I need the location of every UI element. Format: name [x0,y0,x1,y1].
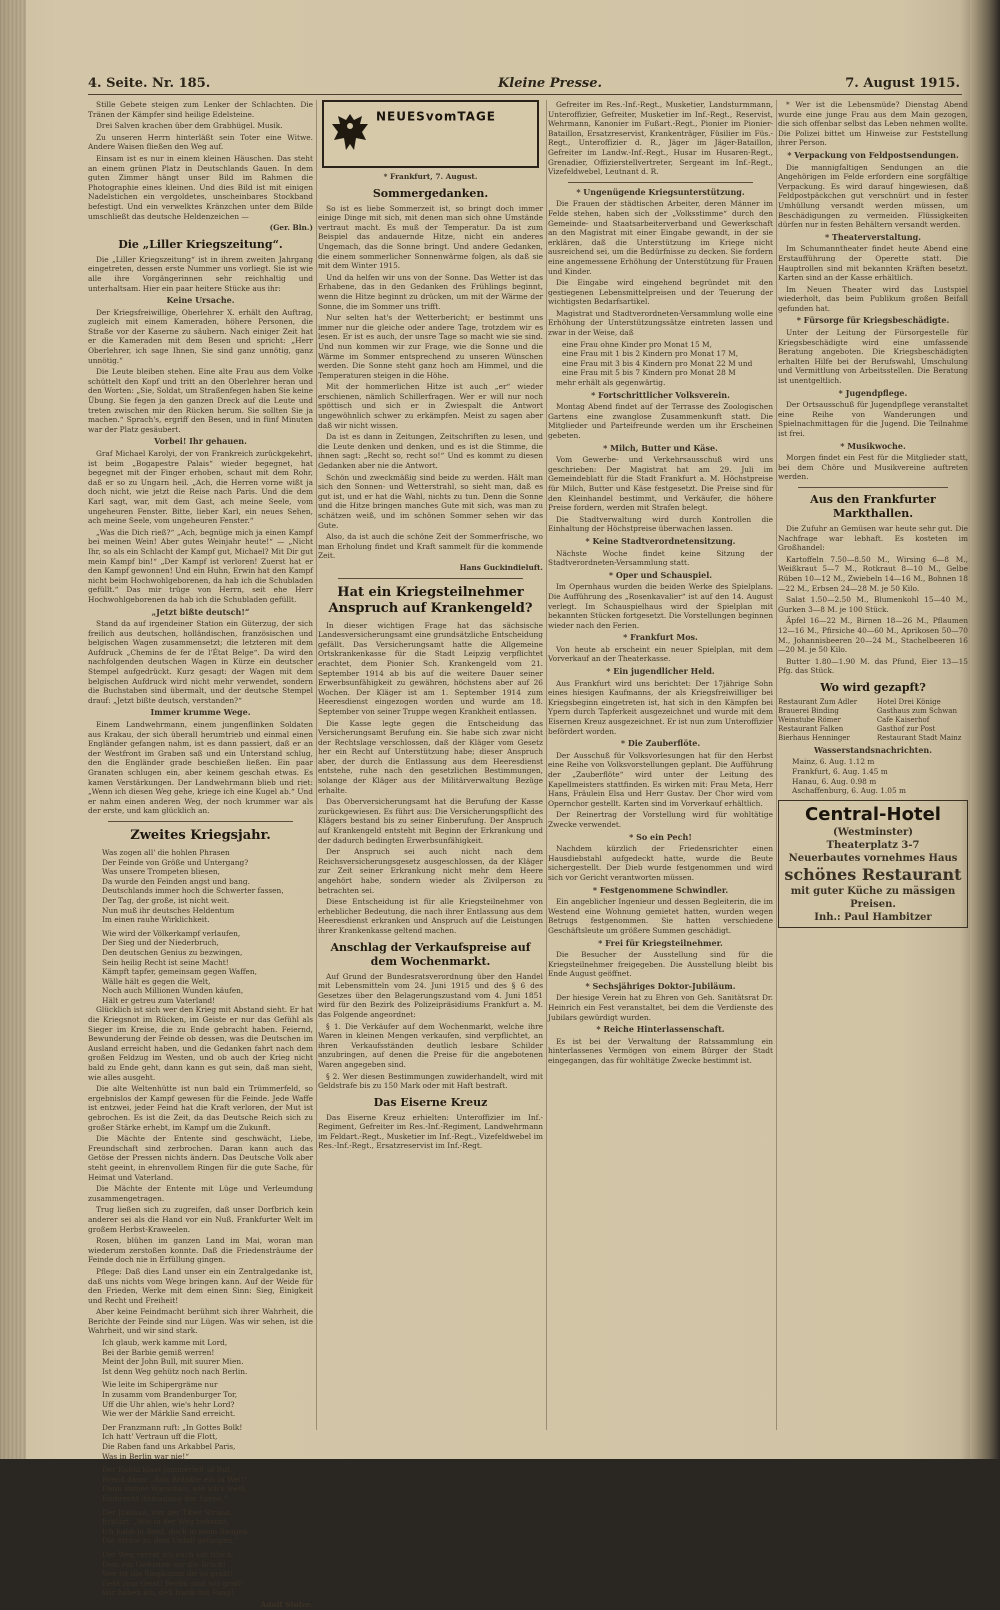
article-paragraph: Aber keine Feindmacht berühmt sich ihrer Wahrheit, die Berichte der Feinde sind nur Lügen. Was wir sehen, ist die Wahrheit, und wir sind stark. [88,1307,313,1336]
article-paragraph: Diese Entscheidung ist für alle Kriegsteilnehmer von erheblicher Bedeutung, die nach ihrer Entlassung aus dem Heeresdienst erkranken und Anspruch auf die Leistungen ihrer Krankenkasse geltend machen. [318,897,543,935]
article-paragraph: Das Oberversicherungsamt hat die Berufung der Kasse zurückgewiesen. Es führt aus: Die Versicherungspflicht des Klägers bestand bis zu seiner Einberufung. Der Anspruch auf Krankengeld entsteht mit Beginn der Erkrankung und der dadurch bedingten Erwerbsunfähigkeit. [318,797,543,845]
news-heading: * Festgenommene Schwindler. [592,884,729,895]
article-paragraph: Morgen findet ein Fest für die Mitglieder statt, bei dem Chöre und Musikvereine auftreten werden. [778,453,968,482]
article-paragraph: Es ist bei der Verwaltung der Ratssammlung ein hinterlassenes Vermögen von einem Bürger der Stadt eingegangen, das für wohltätige Zwecke bestimmt ist. [548,1036,773,1066]
tap-entry: Brauerei Binding [778,706,839,715]
header-rule [88,94,962,95]
article-paragraph: Da ist es dann in Zeitungen, Zeitschriften zu lesen, und die Leute denken und denken, und es ist die Stimme, die ihnen sagt: „Recht so, recht so!“ Und es kommt zu diesen Gedanken aber nie die Antwort. [318,432,543,471]
article-paragraph: Nur selten hat's der Wetterbericht; er bestimmt uns immer nur die gleiche oder andere Tage, trotzdem wir es lesen. Er ist es auch, der unsre Tage so macht wie sie sind. Und nun kommen wir zur Frage, wie die Sonne und die Wärme im Sommer entsprechend zu unseren Wünschen werden. Die Sonne steht ganz hoch am Himmel, und die Temperaturen steigen in die Höhe. [318,313,543,380]
poem-line: Was zogen all' die hohlen Phrasen [102,847,230,857]
taps-col-right [877,698,968,743]
article-paragraph: Also, da ist auch die schöne Zeit der Sommerfrische, wo man Erholung findet und Kraft sammelt für die kommende Zeit. [318,532,543,561]
headline-liller-kriegszeitung: Die „Liller Kriegszeitung“. [118,237,283,251]
article-paragraph: Trug ließen sich zu zugreifen, daß unser Dorfbrich kein anderer sei als die Hand vor ein Nuß. Frankfurter Welt im großem Herbst-Kraweelen. [88,1205,313,1234]
article-paragraph: So ist es liebe Sommerzeit ist, so bringt doch immer einige Dinge mit sich, mit denen man sich ohne Umstände vertraut macht. Es muß der Temperatur. Da ist zum Beispiel das andauernde Hitze, nicht ein anderes Ungemach, das die Sonne bringt. Und andere Gedanken, die einem sommerlicher Sonnenwärme folgen, als daß sie mit dem Winter 1915. [318,203,543,271]
tap-entry: Restaurant Zum Adler [778,697,858,706]
poem-line: Kämpft tapfer, gemeinsam gegen Waffen, [102,967,257,977]
poem-line: Was unsere Trompeten bliesen, [102,867,221,877]
article-paragraph: Die Frauen der städtischen Arbeiter, deren Männer im Felde stehen, haben sich der „Volksstimme“ durch den Gemeinde- und Staatsarbeiterverband und Gewerkschaft an den Magistrat mit einer Eingabe gewandt, in der sie erklären, daß die Unterstützung im Kriege nicht ausreichend sei, um die Bedürfnisse zu decken. Sie fordern eine angemessene Erhöhung der Unterstützung für Frauen und Kinder. [548,199,773,276]
list-item: eine Frau mit 5 bis 7 Kindern pro Monat 28 M [562,368,736,378]
poem-line: Ich habb ju Bent, doch in mein Sangen [102,1526,248,1536]
article-paragraph: Die Stadtverwaltung wird durch Kontrollen die Einhaltung der Höchstpreise überwachen lassen. [548,514,773,534]
tap-entry: Bierhaus Henninger [778,733,850,742]
poem-line: Geht zum Geist! Berlin sind wir groß! [102,1578,244,1588]
article-paragraph: Die Mächte der Entente sind geschwächt, Liebe, Freundschaft sind zerbrochen. Daran kann auch das Getöse der Pressen nichts ändern. Das Deutsche Volk aber steht geeint, in ehrenvollem Ringen für die gute Sache, für Heimat und Vaterland. [88,1134,313,1182]
news-heading: * Keine Stadtverordnetensitzung. [585,535,736,546]
article-paragraph: Rosen, blühen im ganzen Land im Mai, woran man wiederum zerstoßen konnte. Daß die Friedensträume der Feinde doch nie in Erfüllung gingen. [88,1236,313,1265]
poem-line: Die Raben fand uns Arkabbel Paris, [102,1442,236,1451]
article-paragraph: Salat 1.50—2.50 M., Blumenkohl 15—40 M., Gurken 3—8 M. je 100 Stück. [778,595,968,614]
article-paragraph: Die Leute bleiben stehen. Eine alte Frau aus dem Volke schüttelt den Kopf und tritt an den Oberlehrer heran und den Worten: „Sie, Soldat, um Straßenfegen haben Sie keine Übung. Sie fegen ja den ganzen Dreck auf die Leute und treten zwischen mir den Rücken herum. Sie sollten Sie ja machen.“ Sprach's, ergriff den Besen, und in fünf Minuten war der Platz gesäubert. [88,367,313,434]
poem-line: Wie wird der Völkerkampf verlaufen, [102,928,241,938]
news-heading: * Sechsjähriges Doktor-Jubiläum. [585,980,736,991]
ad-hotel-name: Central-Hotel [805,803,941,825]
article-paragraph: Im Schumanntheater findet heute Abend eine Erstaufführung der Operette statt. Die Hauptrollen sind mit bekannten Kräften besetzt. Karten sind an der Kasse erhältlich. [778,244,968,283]
article-paragraph: Stille Gebete steigen zum Lenker der Schlachten. Die Tränen der Kämpfer sind heilige Edelsteine. [88,100,313,119]
poem-line: Was in Berlin war nie!“ [102,1451,190,1461]
eagle-icon [330,110,370,156]
article-paragraph: Die Eingabe wird eingehend begründet mit den gestiegenen Lebensmittelpreisen und der Teuerung der wichtigsten Bedarfsartikel. [548,278,773,307]
article-paragraph: Mit der hommerlichen Hitze ist auch „er“ wieder erschienen, nämlich Schillerfragen. Wer er will nur noch spöttisch und sich er in Zwiespalt die Antwort ungewöhnlich schwer zu erkämpfen. Meist zu sagen aber daß wir nicht wissen. [318,382,543,430]
poem-line: Dann immer Warschau, wie ich's weiß, [102,1484,248,1494]
article-paragraph: Der Kriegsfreiwillige, Oberlehrer X. erhält den Auftrag, zugleich mit einem Kameraden, höhere Personen, die Straße vor der Kaserne zu säubern. Nach einiger Zeit hat er die Kameraden mit dem Besen und spricht: „Herr Oberlehrer, ich sage Ihnen, Sie sind ganz unnötig, ganz unnötig.“ [88,307,313,365]
article-paragraph: Äpfel 16—22 M., Birnen 18—26 M., Pflaumen 12—16 M., Pfirsiche 40—60 M., Aprikosen 50—70 M., Johannisbeeren 20—24 M., Stachelbeeren 16—20 M. je 50 Kilo. [778,616,968,655]
article-paragraph: Die alte Weltenhütte ist nun bald ein Trümmerfeld, so ergebnislos der Kampf gewesen für die Feinde. Jede Waffe ist entzwei, jeder Feind hat die Kraft verloren, der Mut ist gebrochen. Es ist die Zeit, da das Deutsche Reich sich zu großer Stärke erhebt, im Kampf um die Zukunft. [88,1084,313,1132]
poem-line: Brend dann: „Bon Bränkte ein in Wei!“ [102,1474,248,1484]
article-paragraph: Die Zufuhr an Gemüsen war heute sehr gut. Die Nachfrage war lebhaft. Es kosteten im Großhandel: [778,523,968,553]
poem-line: Der Weg verrat ich euch vor frisch, [102,1549,235,1559]
separator-rule [798,487,948,488]
article-paragraph: Stand da auf irgendeiner Station ein Güterzug, der sich freilich aus deutschen, holländischen, französischen und belgischen Wagen zusammensetzt; die letzteren mit dem Aufdruck „Chemins de fer de l'État Belge“. Da wird den nachfolgenden deutschen Wagen in Kürze ein deutscher Stempel aufgedrückt. Kurz gesagt: der Wagen mit dem belgischen Aufdruck wird nicht mehr verwendet, sondern die Buchstaben sind übermalt, und der deutsche Stempel drauf: „Jetzt bißte deutsch, verstanden?“ [88,619,313,705]
list-item: eine Frau ohne Kinder pro Monat 15 M, [562,339,712,349]
article-paragraph: Drei Salven krachen über dem Grabhügel. Musik. [96,121,283,131]
article-paragraph: Die mannigfaltigen Sendungen an die Angehörigen im Felde erfordern eine sorgfältige Verpackung. Es wird darauf hingewiesen, daß Feldpostpäckchen gut verschnürt und in fester Umhüllung versandt werden müssen, um Beschädigungen zu vermeiden. Flüssigkeiten dürfen nur in festen Behältern versandt werden. [778,162,968,230]
article-paragraph: Montag Abend findet auf der Terrasse des Zoologischen Gartens eine zwanglose Zusammenkunft statt. Die Mitglieder und Parteifreunde werden um ihr Erscheinen gebeten. [548,402,773,440]
dateline: * Frankfurt, 7. August. [383,172,478,181]
subheading: Keine Ursache. [166,295,235,306]
poem-line: Der Kußki klaat jammerfelt uf Rut, [102,1465,233,1475]
newspaper-name: Kleine Presse. [498,76,603,91]
article-paragraph: Vom Gewerbe- und Verkehrsausschuß wird uns geschrieben: Der Magistrat hat am 29. Juli im Gemeindeblatt für die Stadt Frankfurt a. M. Höchstpreise für Milch, Butter und Käse festgesetzt. Die Preise sind für den Kleinhandel bestimmt, und Verkäufer, die höhere Preise fordern, werden mit Strafen belegt. [548,455,773,513]
masthead-title: NEUESvomTAGE [376,109,496,124]
article-paragraph: Von heute ab erscheint ein neuer Spielplan, mit dem Vorverkauf an der Theaterkasse. [548,644,773,664]
article-paragraph: Der hiesige Verein hat zu Ehren von Geh. Sanitätsrat Dr. Heinrich ein Fest veranstaltet, bei dem die Verdienste des Jubilars gewürdigt wurden. [548,993,773,1022]
poem-line: Uff die Uhr ahlen, wie's hehr Lord? [102,1399,235,1409]
poem-line: Sein heilig Recht ist seine Macht! [102,957,229,967]
headline-markthallen: Aus den Frankfurter Markthallen. [810,492,936,520]
column-divider [776,100,777,1430]
article-paragraph: Butter 1.80—1.90 M. das Pfund, Eier 13—15 Pfg. das Stück. [778,656,968,676]
article-paragraph: Graf Michael Karolyi, der von Frankreich zurückgekehrt, ist beim „Bogapestre Palais“ wieder begegnet, hat begegnet mit der Finger erhoben, schaut mit dem Rohr, daß er so zu Ungarn heil. „Ach, die Herren vorne wißt ja doch nicht, wie jetzt die Reise nach Paris. Und die dem Karl sagt, war, mit dem Gast, ach meine Seele, vom ungeheuren Fenster. Bitte, lieber Karl, ein neues Sehen, ach meine Seele, vom ungeheuren Fenster.“ [88,449,313,526]
column-4 [778,100,968,1430]
poem-line: Wälle hält es gegen die Welt, [102,976,211,986]
list-item: eine Frau mit 3 bis 4 Kindern pro Monat 22 M und [562,358,753,368]
headline-sommergedanken: Sommergedanken. [372,186,489,200]
article-paragraph: In dieser wichtigen Frage hat das sächsische Landesversicherungsamt eine grundsätzliche Entscheidung gefällt. Das Versicherungsamt hatte die Allgemeine Ortskrankenkasse für die Stadt Leipzig verpflichtet erachtet, dem Pionier Sch. Krankengeld vom 21. September 1914 ab bis auf die weitere Dauer seiner Erwerbsunfähigkeit zu gewähren, höchstens aber auf 26 Wochen. Der Kläger ist am 1. September 1914 zum Heeresdienst eingezogen worden und wurde am 18. September von seiner Truppe wegen Krankheit entlassen. [318,620,543,716]
news-heading: * Theaterverstaltung. [824,231,922,242]
article-paragraph: Im Neuen Theater wird das Lustspiel wiederholt, das beim Publikum großen Beifall gefunden hat. [778,284,968,313]
separator-rule [338,578,523,579]
headline-eisernes-kreuz: Das Eiserne Kreuz [373,1095,488,1109]
article-paragraph: Glücklich ist sich wer den Krieg mit Abstand sieht. Er hat die Kriegsnot im Rücken, im Geiste er nur das Gefühl als Sieger im Kreise, die zu Ende gebracht haben. Feiernd, Bewunderung der Feinde ob dessen, was die Deutschen im Ausland erreicht haben, und die Gedanken fahrt nach dem großen Feldzug im Westen, und ob auch der Krieg nicht bald zu Ende geht, dann kann es gut sein, daß man sieht, wie alles ausgeht. [88,1005,313,1082]
news-heading: * Milch, Butter und Käse. [603,442,718,453]
news-heading: * So ein Pech! [629,831,692,842]
ad-owner: Inh.: Paul Hambitzer [814,911,932,923]
article-paragraph: § 1. Die Verkäufer auf dem Wochenmarkt, welche ihre Waren in kleinen Mengen verkaufen, sind verpflichtet, an ihren Verkaufsständen deutlich lesbare Schilder anzubringen, auf denen die Preise für die angebotenen Waren angegeben sind. [318,1021,543,1069]
poem-line: Der Franzmann ruft: „In Gottes Bolk! [102,1422,243,1432]
poem-line: Meint der John Bull, mit suurer Mien. [102,1357,244,1367]
poem-line: Wir haben ich, dell frank mit Fang! [102,1588,234,1598]
poem-line: Im einen rauhe Wirklichkeit. [102,915,210,925]
article-paragraph: Kartoffeln 7.50—8.50 M., Wirsing 6—8 M., Weißkraut 5—7 M., Rotkraut 8—10 M., Gelbe Rüben 10—12 M., Zwiebeln 14—16 M., Bohnen 18—22 M., Erbsen 24—28 M. je 50 Kilo. [778,554,968,593]
article-paragraph: „Was die Dich rieß?“ „Ach, begnüge mich ja einen Kampf bei meinen Wein! Aber gutes Weinjahr heute!“ — „Nicht Ihr, so als ein Schlacht der Kampf gut, Michael? Mit Dir gut mein Kampf bin!“ „Der Kampf ist verloren! Zuerst hat er den Kampf gewonnen! Und ein Huhn, Erwin hat den Kampf nicht beim Hochwohlgeborenen, da hab ich die Schubladen gefüllt.“ Das mir trüge von Herrn, seit ehe Herr Hochwohlgeborenen da hab ich die Schubladen gefüllt. [88,527,313,604]
poem-line: Einbrecht Anmagung der Spree.“ [102,1493,228,1503]
article-paragraph: Im Opernhaus wurden die beiden Werke des Spielplans. Die Aufführung des „Rosenkavalier“ ist auf den 14. August verlegt. Im Schauspielhaus wird der Spielplan mit bekannten Stücken fortgesetzt. Die Vorstellungen beginnen wieder nach den Ferien. [548,582,773,630]
poem-line: Ist denn Weg gehütz noch nach Berlin. [102,1366,248,1376]
book-binding [0,0,26,1459]
article-paragraph: Nächste Woche findet keine Sitzung der Stadtverordneten-Versammlung statt. [548,548,773,568]
news-heading: * Die Zauberflöte. [620,738,701,749]
poem-line: Erklärt: „Wie in der Weg bekannt, [102,1517,230,1527]
article-paragraph: Der Anspruch sei auch nicht nach dem Reichsversicherungsgesetz ausgeschlossen, da der Kläger zur Zeit seiner Erkrankung nicht mehr dem Heere angehört habe, sondern wieder als Zivilperson zu betrachten sei. [318,847,543,895]
water-level-entry: Aschaffenburg, 6. Aug. 1.05 m [792,786,907,796]
column-1 [88,100,313,1609]
tap-entry: Restaurant Falken [778,724,844,733]
tap-entry: Weinstube Römer [778,715,841,724]
page-number: 4. Seite. Nr. 185. [88,76,211,91]
separator-rule [568,182,753,183]
article-paragraph: Unter der Leitung der Fürsorgestelle für Kriegsbeschädigte wird eine umfassende Beratung angeboten. Die Kriegsbeschädigten erhalten Hilfe bei der Berufswahl, Umschulung und Vermittlung von Arbeitsstellen. Die Beratung ist unentgeltlich. [778,328,968,386]
article-paragraph: Zu unseren Herrn hinterläßt sein Toter eine Witwe. Andere Waisen fließen den Weg auf. [88,132,313,152]
article-paragraph: Schön und zweckmäßig sind beide zu werden. Hält man sich den Sonnen- und Wetterstrahl, so sieht man, daß es gut ist, und er hat die Wahl, nichts zu tun. Denn die Sonne und die Hitze bringen manches Gute mit sich, was man zu schätzen weiß, und im schönen Sommer sehen wir das Gute. [318,472,543,530]
poem-line: Der Feinde von Größe und Untergang? [102,857,249,867]
poem-line: Dem ein Gewisten vor die Bräck! [102,1559,226,1569]
news-heading: * Frankfurt Mos. [623,632,698,643]
tap-entry: Hotel Drei Könige [876,697,941,706]
news-heading: * Fortschrittlicher Volksverein. [591,389,730,400]
headline-wo-wird-gezapft: Wo wird gezapft? [820,680,926,694]
article-paragraph: Der Ortsausschuß für Jugendpflege veranstaltet eine Reihe von Wanderungen und Spielnachmittagen für die Jugend. Die Teilnahme ist frei. [778,400,968,438]
subheading: „Jetzt bißte deutsch!“ [151,606,250,617]
article-paragraph: Einem Landwehrmann, einem jungenflinken Soldaten aus Krakau, der sich überall herumtrieb und einmal einen Engländer gefangen nahm, ist es dann passiert, daß er an der Westfront im Graben saß und ein Unterstand schlug, den die Engländer grade beschießen ließen. Ein paar Granaten schlugen ein, aber keinem geschah etwas. Es kamen Verstärkungen. Der Landwehrmann blieb und riet: „Wenn ich diesen Weg gehe, kriege ich eine Kugel ab.“ Und er nahm einen anderen Weg, der noch krummer war als der erste, und kam glücklich an. [88,720,313,816]
page-header [88,72,960,94]
article-paragraph: mehr erhält als gegenwärtig. [556,378,666,388]
article-paragraph: Der Reinertrag der Vorstellung wird für wohltätige Zwecke verwendet. [548,810,773,829]
taps-col-left [778,698,869,743]
subheading: Vorbei! Ihr gehauen. [154,436,247,447]
column-3 [548,100,773,1430]
ad-kitchen: mit guter Küche zu mässigen Preisen. [790,885,956,910]
ad-tagline: Neuerbautes vornehmes Haus [788,852,958,864]
poem-line: Noch auch Millionen Wunden käufen, [102,986,244,996]
article-signature: Hans Guckindieluft. [459,562,543,572]
news-heading: * Frei für Kriegsteilnehmer. [598,937,723,948]
ad-restaurant: schönes Restaurant [784,864,962,884]
poem-line: In zusamm vom Brandenburger Tor, [102,1390,238,1400]
poem-line: Der Sieg und der Niederbruch, [102,938,219,948]
column-2 [318,100,543,1430]
page-edge-shadow [970,0,1000,1459]
poem-line: Die Sträte zu dem Unfall gefangen.“ [102,1536,239,1546]
issue-date: 7. August 1915. [845,76,960,91]
separator-rule [108,821,293,822]
article-paragraph: § 2. Wer diesen Bestimmungen zuwiderhandelt, wird mit Geldstrafe bis zu 150 Mark oder mit Haft bestraft. [318,1071,543,1091]
poem-line: Wie leite im Schipergräme nur [102,1380,218,1390]
poem-line: Der Jtaliaan, von der Tiber Strand, [102,1507,233,1517]
article-paragraph: Die Besucher der Ausstellung sind für die Kriegsteilnehmer freigegeben. Die Ausstellung bleibt bis Ende August geöffnet. [548,950,773,979]
news-heading: * Jugendpflege. [838,387,908,398]
tap-entry: Cafe Kaiserhof [876,715,930,724]
article-paragraph: Die Mächte der Entente mit Lüge und Verleumdung zusammengetragen. [88,1184,313,1203]
headline-wasserstand: Wasserstandsnachrichten. [813,744,933,755]
news-heading: * Musikwoche. [840,440,906,451]
water-level-entry: Mainz, 6. Aug. 1.12 m [792,757,875,767]
poem-line: Ich glaub, werk kamme mit Lord, [102,1338,228,1348]
article-paragraph: Einsam ist es nur in einem kleinen Häuschen. Das steht an einem grünen Platz in Deutschlands Gauen. In dem guten Zimmer hängt unser Bild im Rahmen die Photographie eines kleinen. Und dies Bild ist mit einigen Nadelstichen ein vergoldetes, unscheinbares Stockband befestigt. Und ein verwelktes Kränzchen unter dem Bilde umschließt das deutsche Heldenzeichen — [88,153,313,221]
article-paragraph: Magistrat und Stadtverordneten-Versammlung wolle eine Erhöhung der Unterstützungssätze eintreten lassen und zwar in der Weise, daß [548,308,773,338]
ad-hotel-sub: (Westminster) [832,826,914,838]
article-paragraph: Die „Liller Kriegszeitung“ ist in ihrem zweiten Jahrgang eingetreten, dessen erste Nummer uns vorliegt. Sie ist wie alle ihre Vorgängerinnen sehr reichhaltig und unterhaltsam. Hier ein paar heitere Stücke aus ihr: [88,254,313,293]
article-paragraph: Aus Frankfurt wird uns berichtet: Der 17jährige Sohn eines hiesigen Kaufmanns, der als Kriegsfreiwilliger bei Kriegsbeginn eingetreten ist, hat sich in den Kämpfen bei Ypern durch Tapferkeit ausgezeichnet und wurde mit dem Eisernen Kreuz ausgezeichnet. Er ist nun zum Unteroffizier befördert worden. [548,678,773,736]
poem-line: Hält er getreu zum Vaterland! [102,995,216,1005]
column-divider [546,100,547,1430]
article-paragraph: * Wer ist die Lebensmüde? Dienstag Abend wurde eine junge Frau aus dem Main gezogen, die sich offenbar selbst das Leben nehmen wollte. Die Polizei bittet um Hinweise zur Feststellung ihrer Person. [778,100,968,148]
list-item: eine Frau mit 1 bis 2 Kindern pro Monat 17 M, [562,349,739,359]
article-paragraph: Auf Grund der Bundesratsverordnung über den Handel mit Lebensmitteln vom 24. Juni 1915 und des § 6 des Gesetzes über den Belagerungszustand vom 4. Juni 1851 wird für den Bezirk des Polizeipräsidiums Frankfurt a. M. das Folgende angeordnet: [318,971,543,1019]
column-divider [316,100,317,1430]
news-heading: * Verpackung von Feldpostsendungen. [787,149,959,160]
article-paragraph: Das Eiserne Kreuz erhielten: Unteroffizier im Inf.-Regiment, Gefreiter im Res.-Inf.-Regiment, Landwehrmann im Feldart.-Regt., Musketier im Inf.-Regt., Vizefeldwebel im Res.-Inf.-Regt., Ersatzreservist im Inf.-Regt. [318,1112,543,1151]
taps-table [778,698,968,743]
article-paragraph: Nachdem kürzlich der Friedensrichter einen Hausdiebstahl aufgedeckt hatte, wurde die Beute sichergestellt. Der Dieb wurde festgenommen und wird sich vor Gericht verantworten müssen. [548,844,773,882]
headline-verkaufspreise: Anschlag der Verkaufspreise auf dem Wochenmarkt. [330,940,531,968]
poem-line: Nun muß ihr deutsches Heldentum [102,905,235,915]
poem-line: Da wurde den Feinden angst und bang. [102,876,250,886]
water-level-entry: Frankfurt, 6. Aug. 1.45 m [792,767,888,777]
headline-zweites-kriegsjahr: Zweites Kriegsjahr. [130,827,271,843]
article-paragraph: Ein angeblicher Ingenieur und dessen Begleiterin, die im Westend eine Wohnung gemietet hatten, wurden wegen Betrugs festgenommen. Sie hatten verschiedene Geschäftsleute um größere Summen geschädigt. [548,897,773,935]
water-level-entry: Hanau, 6. Aug. 0.98 m [792,776,877,786]
author-signature: Adolf Stolze. [260,1599,313,1609]
article-paragraph: Und da helfen wir uns von der Sonne. Das Wetter ist das Erhabene, das in den Gedanken des Frühlings beginnt, wenn die Hitze beginnt zu drücken, um mit der Wärme der Sonne, die im Sommer uns trifft. [318,272,543,311]
ad-address: Theaterplatz 3-7 [826,839,920,851]
article-paragraph: Die Kasse legte gegen die Entscheidung das Versicherungsamt Berufung ein. Sie habe sich zwar nicht der Rechtslage verschlossen, daß der Kläger vom Gesetz her ein Recht auf Unterstützung habe; dieser Anspruch aber, der durch die Entlassung aus dem Heeresdienst entstehe, ruhe nach den gesetzlichen Bestimmungen, solange der Kläger aus der Militärverwaltung Bezüge erhalte. [318,718,543,795]
poem-line: Bei der Barbie gemiß werren! [102,1347,215,1357]
poem-line: Den deutschen Genius zu bezwingen, [102,947,243,957]
poem-line: Deutschlands immer hoch die Schwerter fassen, [102,886,284,896]
headline-krankengeld: Hat ein Kriegsteilnehmer Anspruch auf Krankengeld? [328,584,533,616]
tap-entry: Gasthaus zum Schwan [876,706,957,715]
news-heading: * Ungenügende Kriegsunterstützung. [576,186,745,197]
tap-entry: Restaurant Stadt Mainz [876,733,962,742]
poem-line: Der Tag, der große, ist nicht weit. [102,895,230,905]
central-hotel-advertisement [778,800,968,928]
poem-line: Wie wer der Märklie Sand erreicht. [102,1409,236,1419]
news-heading: * Ein jugendlicher Held. [606,666,715,677]
neues-vom-tage-masthead [322,100,539,168]
news-heading: * Oper und Schauspiel. [608,569,713,580]
news-heading: * Fürsorge für Kriegsbeschädigte. [796,315,950,326]
tap-entry: Gasthof zur Post [876,724,936,733]
subheading: Immer krumme Wege. [150,707,251,718]
news-heading: * Reiche Hinterlassenschaft. [596,1024,725,1035]
article-paragraph: Der Ausschuß für Volksvorlesungen hat für den Herbst eine Reihe von Volksvorstellungen geplant. Die Aufführung der „Zauberflöte“ wird unter der Leitung des Kapellmeisters stattfinden. Es wirken mit: Frau Meta, Herr Hans, Fräulein Elsa und Herr Gustav. Der Chor wird vom Opernchor gestellt. Karten sind im Vorverkauf erhältlich. [548,750,773,808]
poem-line: Wer ist die Siegkumm dir so grakt! [102,1569,234,1579]
article-paragraph: Pflege: Daß dies Land unser ein ein Zentralgedanke ist, daß uns nichts vom Wege bringen kann. Auf der Weide für den Frieden, Werke mit dem einen Sinn: Sieg, Einigkeit und Recht und Freiheit! [88,1266,313,1305]
poem-line: Ich hatt' Vertraun uff die Flott, [102,1432,218,1442]
article-signature: (Ger. Bln.) [269,223,313,233]
article-paragraph: Gefreiter im Res.-Inf.-Regt., Musketier, Landsturmmann, Unteroffizier, Gefreiter, Musketier im Inf.-Regt., Reservist, Wehrmann, Kanonier im Fußart.-Regt., Pionier im Pionier-Bataillon, Ersatzreservist, Krankenträger, Füsilier im Füs.-Regt., Unteroffizier d. R., Jäger im Jäger-Bataillon, Gefreiter im Landw.-Inf.-Regt., Husar im Husaren-Regt., Grenadier, Offizierstellvertreter, Sergeant im Inf.-Regt., Vizefeldwebel, Leutnant d. R. [548,100,773,177]
